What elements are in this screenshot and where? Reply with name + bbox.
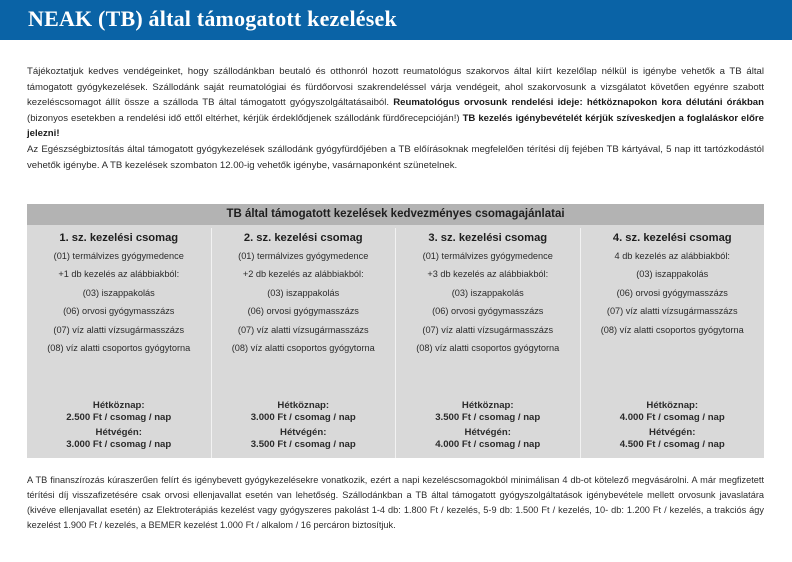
package-item: 4 db kezelés az alábbiakból: <box>614 250 730 261</box>
package-item: (08) víz alatti csoportos gyógytorna <box>47 343 191 353</box>
package-item: (03) iszappakolás <box>267 287 340 298</box>
package-item: (06) orvosi gyógymasszázs <box>63 306 175 316</box>
packages-columns <box>27 228 764 458</box>
package-title: 4. sz. kezelési csomag <box>612 232 732 244</box>
package-item: (07) víz alatti vízsugármasszázs <box>422 324 554 335</box>
package-item: (08) víz alatti csoportos gyógytorna <box>231 343 375 353</box>
package-item: (06) orvosi gyógymasszázs <box>247 306 359 316</box>
weekday-price: 3.500 Ft / csomag / nap <box>435 412 541 423</box>
header-bar <box>0 0 792 40</box>
package-item: (06) orvosi gyógymasszázs <box>616 287 728 298</box>
package-prices <box>581 400 765 454</box>
package-item: +2 db kezelés az alábbiakból: <box>242 269 364 279</box>
packages-panel <box>27 204 764 458</box>
package-prices <box>212 400 396 454</box>
package-item: (01) termálvizes gyógymedence <box>53 250 184 261</box>
weekday-label: Hétköznap: <box>92 400 145 411</box>
weekday-label: Hétköznap: <box>461 400 514 411</box>
package-column <box>396 228 581 458</box>
footer-text: A TB finanszírozás kúraszerűen felírt és igénybevett gyógykezelésekre vonatkozik, ezért a napi kezeléscsomagokból minimálisan 4 db-ot kötelező megvásárolni. A már megfizetett térítési díj visszafizetésére csak orvosi ellenjavallat esetén van lehetőség. Szállodánkban a TB által támogatott gyógyszolgáltatások igénybevétele mellett orvosunk javaslatára (kivéve ellenjavallat esetén) az Elektroterápiás kezelést vagy gyógyszeres pakolást 1-4 db: 1.800 Ft / kezelés, 5-9 db: 1.500 Ft / kezelés, 10- db: 1.200 Ft / kezelés, a trakciós ágy kezelést 1.900 Ft / kezelés, a BEMER kezelést 1.000 Ft / alkalom / 16 percáron biztosítjuk. <box>27 475 764 530</box>
package-title: 1. sz. kezelési csomag <box>59 232 179 244</box>
package-item: +3 db kezelés az alábbiakból: <box>427 269 549 279</box>
package-item: (01) termálvizes gyógymedence <box>422 250 553 261</box>
weekday-price: 4.000 Ft / csomag / nap <box>619 412 725 423</box>
package-column <box>581 228 765 458</box>
intro-text <box>27 64 764 173</box>
package-item: (07) víz alatti vízsugármasszázs <box>237 324 369 335</box>
weekend-price: 3.500 Ft / csomag / nap <box>250 439 356 450</box>
weekday-label: Hétköznap: <box>646 400 699 411</box>
weekend-price: 4.000 Ft / csomag / nap <box>435 439 541 450</box>
page-title: NEAK (TB) által támogatott kezelések <box>28 6 397 31</box>
package-item: (03) iszappakolás <box>82 287 155 298</box>
weekday-price: 3.000 Ft / csomag / nap <box>250 412 356 423</box>
package-item: +1 db kezelés az alábbiakból: <box>58 269 180 279</box>
package-column <box>27 228 212 458</box>
weekend-price: 3.000 Ft / csomag / nap <box>66 439 172 450</box>
weekday-price: 2.500 Ft / csomag / nap <box>66 412 172 423</box>
package-title: 3. sz. kezelési csomag <box>428 232 548 244</box>
package-item: (03) iszappakolás <box>636 269 709 279</box>
intro-text-c: (bizonyos esetekben a rendelési idő ettől eltérhet, kérjük érdeklődjenek szállodánk fürdőrecepcióján!) <box>27 112 460 124</box>
package-item: (08) víz alatti csoportos gyógytorna <box>416 343 560 353</box>
weekend-label: Hétvégén: <box>464 427 511 438</box>
intro-booking-note: TB kezelés igénybevételét kérjük szíveskedjen a foglaláskor előre jelezni! <box>27 112 764 140</box>
packages-title: TB által támogatott kezelések kedvezményes csomagajánlatai <box>27 204 764 225</box>
package-column <box>212 228 397 458</box>
package-item: (01) termálvizes gyógymedence <box>238 250 369 261</box>
package-item: (06) orvosi gyógymasszázs <box>432 306 544 316</box>
package-prices <box>396 400 580 454</box>
intro-paragraph-1 <box>27 64 764 142</box>
weekend-price: 4.500 Ft / csomag / nap <box>619 439 725 450</box>
package-item: (08) víz alatti csoportos gyógytorna <box>600 324 744 335</box>
weekend-label: Hétvégén: <box>95 427 142 438</box>
intro-paragraph-2: Az Egészségbiztosítás által támogatott gyógykezelések szállodánk gyógyfürdőjében a TB előírásoknak megfelelően térítési díj fejében TB kártyával, 5 nap itt tartózkodástól vehetők igénybe. A TB kezelések szombaton 12.00-ig vehetők igénybe, vasárnaponként szünetelnek. <box>27 143 764 171</box>
weekend-label: Hétvégén: <box>280 427 327 438</box>
package-item: (03) iszappakolás <box>451 287 524 298</box>
intro-office-hours: Reumatológus orvosunk rendelési ideje: hétköznapokon kora délutáni órákban <box>393 97 765 109</box>
package-item: (07) víz alatti vízsugármasszázs <box>606 306 738 316</box>
weekend-label: Hétvégén: <box>649 427 696 438</box>
intro-text-a: Tájékoztatjuk kedves vendégeinket, hogy szállodánkban beutaló és otthonról hozott reumatológus szakorvos által kiírt kezelőlap nélkül is igénybe vehetők a TB által támogatott gyógykezelések. Szállodánk saját reumatológiai és fürdőorvosi szakrendeléssel várja vendégeit, ahol szakorvosunk a vizsgálatot követően egyénre szabott kezeléscsomagot állít össze a szálloda TB által támogatott gyógyszolgáltatásaiból. <box>27 66 764 109</box>
package-title: 2. sz. kezelési csomag <box>243 232 363 244</box>
package-prices <box>27 400 211 454</box>
footer-note <box>27 473 764 533</box>
package-item: (07) víz alatti vízsugármasszázs <box>53 324 185 335</box>
weekday-label: Hétköznap: <box>277 400 330 411</box>
